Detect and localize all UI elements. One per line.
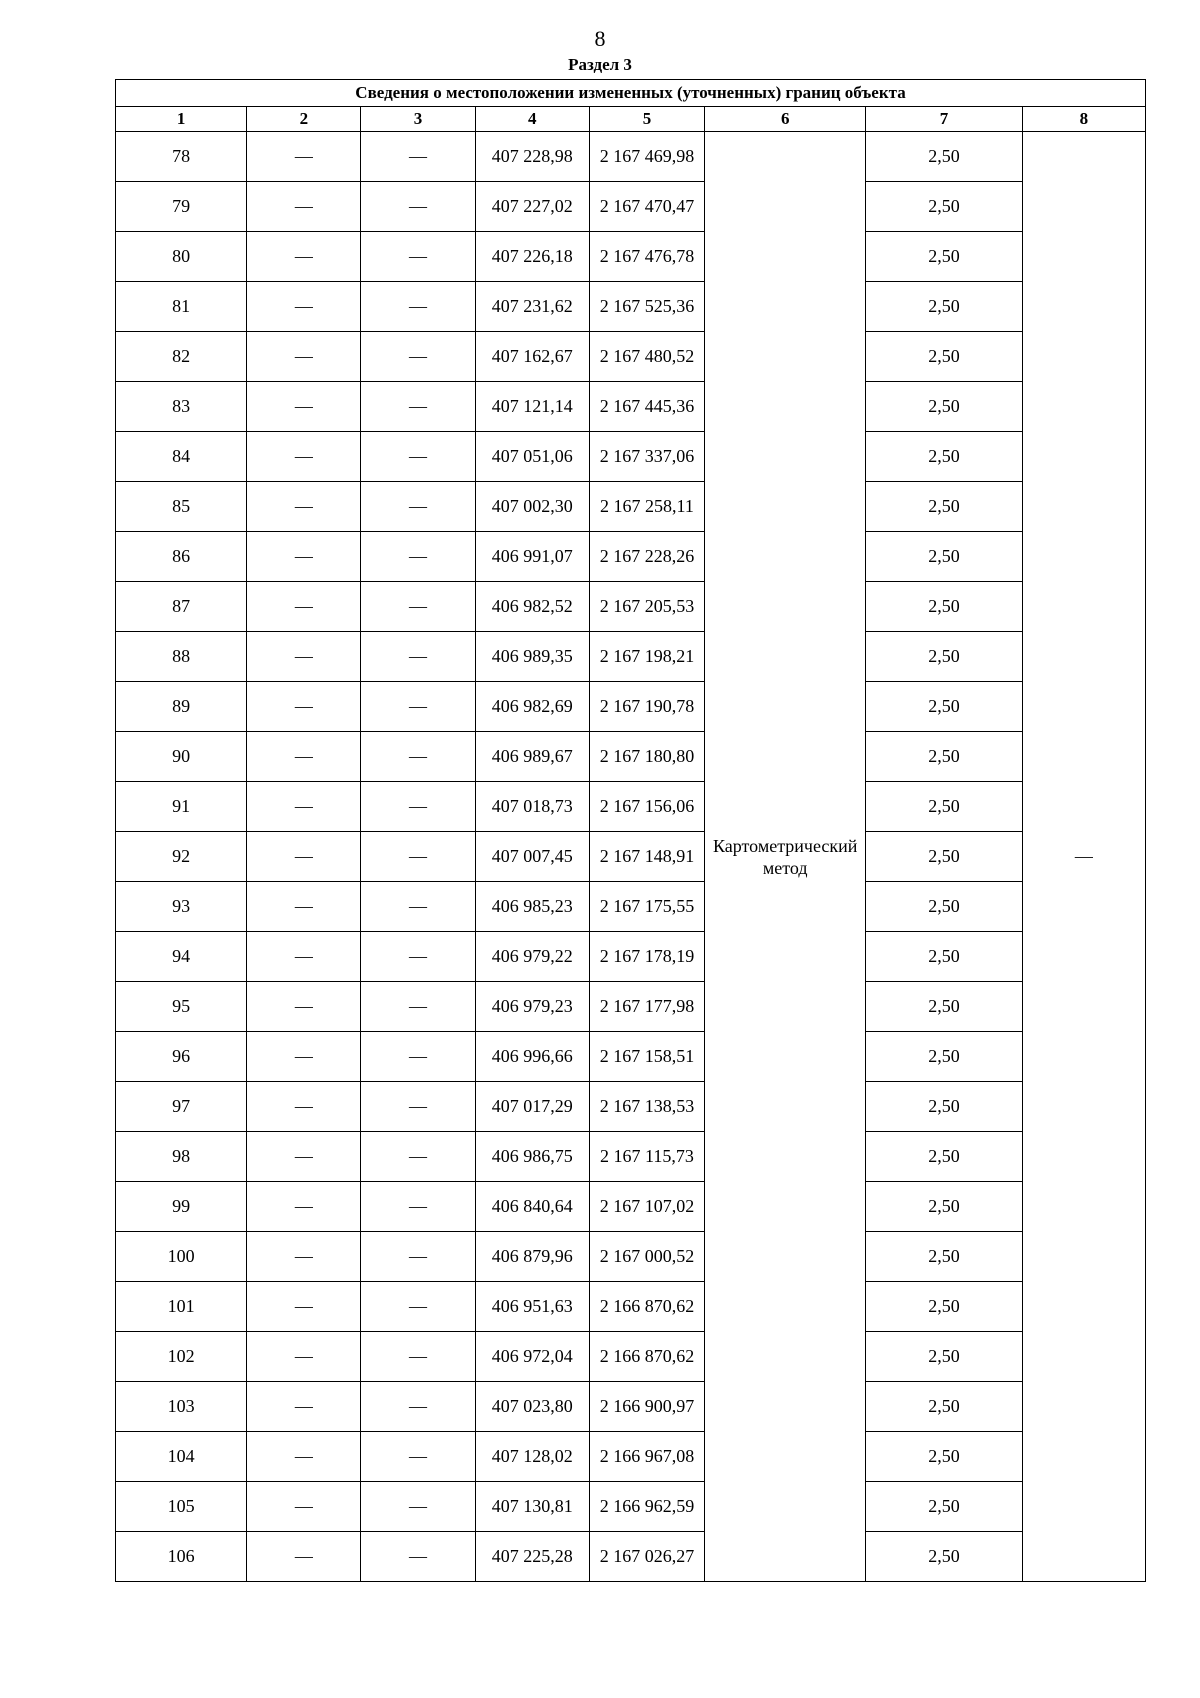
precision-value: 2,50 [866, 382, 1022, 432]
precision-value: 2,50 [866, 982, 1022, 1032]
col3-dash: — [361, 532, 475, 582]
point-number: 89 [116, 682, 247, 732]
coordinate-x: 407 228,98 [475, 132, 589, 182]
col3-dash: — [361, 1082, 475, 1132]
precision-value: 2,50 [866, 432, 1022, 482]
col2-dash: — [247, 232, 361, 282]
point-number: 105 [116, 1482, 247, 1532]
coordinate-y: 2 167 177,98 [589, 982, 704, 1032]
coordinate-y: 2 167 480,52 [589, 332, 704, 382]
point-number: 86 [116, 532, 247, 582]
column-number-4: 4 [475, 107, 589, 132]
table-row [116, 332, 1146, 382]
coordinate-x: 406 991,07 [475, 532, 589, 582]
col3-dash: — [361, 882, 475, 932]
coordinate-x: 407 018,73 [475, 782, 589, 832]
precision-value: 2,50 [866, 882, 1022, 932]
col2-dash: — [247, 332, 361, 382]
col3-dash: — [361, 1532, 475, 1582]
point-number: 84 [116, 432, 247, 482]
table-row [116, 1132, 1146, 1182]
col2-dash: — [247, 1232, 361, 1282]
precision-value: 2,50 [866, 182, 1022, 232]
column-number-8: 8 [1022, 107, 1145, 132]
column-number-5: 5 [589, 107, 704, 132]
coordinate-y: 2 167 445,36 [589, 382, 704, 432]
point-number: 93 [116, 882, 247, 932]
coordinate-y: 2 167 469,98 [589, 132, 704, 182]
coordinate-y: 2 167 158,51 [589, 1032, 704, 1082]
coordinate-y: 2 167 258,11 [589, 482, 704, 532]
precision-value: 2,50 [866, 1532, 1022, 1582]
col2-dash: — [247, 282, 361, 332]
precision-value: 2,50 [866, 1032, 1022, 1082]
coordinate-y: 2 167 205,53 [589, 582, 704, 632]
coordinate-y: 2 167 138,53 [589, 1082, 704, 1132]
point-number: 103 [116, 1382, 247, 1432]
col2-dash: — [247, 432, 361, 482]
section-title: Раздел 3 [568, 55, 632, 74]
coordinate-y: 2 167 470,47 [589, 182, 704, 232]
col3-dash: — [361, 632, 475, 682]
precision-value: 2,50 [866, 132, 1022, 182]
table-row [116, 932, 1146, 982]
coordinate-y: 2 167 228,26 [589, 532, 704, 582]
col2-dash: — [247, 132, 361, 182]
col2-dash: — [247, 1032, 361, 1082]
point-number: 78 [116, 132, 247, 182]
coordinate-x: 407 017,29 [475, 1082, 589, 1132]
precision-value: 2,50 [866, 1332, 1022, 1382]
coordinate-x: 406 982,52 [475, 582, 589, 632]
point-number: 99 [116, 1182, 247, 1232]
precision-value: 2,50 [866, 1382, 1022, 1432]
table-row [116, 1032, 1146, 1082]
point-number: 87 [116, 582, 247, 632]
coordinate-y: 2 166 967,08 [589, 1432, 704, 1482]
point-number: 95 [116, 982, 247, 1032]
table-row [116, 982, 1146, 1032]
coordinate-y: 2 167 115,73 [589, 1132, 704, 1182]
col2-dash: — [247, 1432, 361, 1482]
col2-dash: — [247, 732, 361, 782]
column-number-3: 3 [361, 107, 475, 132]
coordinate-x: 406 840,64 [475, 1182, 589, 1232]
col2-dash: — [247, 1382, 361, 1432]
col8-value: — [1022, 132, 1145, 1582]
point-number: 85 [116, 482, 247, 532]
point-number: 101 [116, 1282, 247, 1332]
col3-dash: — [361, 582, 475, 632]
coordinate-y: 2 167 026,27 [589, 1532, 704, 1582]
col2-dash: — [247, 682, 361, 732]
point-number: 88 [116, 632, 247, 682]
table-row [116, 282, 1146, 332]
coordinate-y: 2 166 870,62 [589, 1282, 704, 1332]
col2-dash: — [247, 1282, 361, 1332]
coordinate-y: 2 167 178,19 [589, 932, 704, 982]
coordinate-x: 407 227,02 [475, 182, 589, 232]
table-row [116, 782, 1146, 832]
col3-dash: — [361, 1032, 475, 1082]
coordinate-x: 406 986,75 [475, 1132, 589, 1182]
precision-value: 2,50 [866, 932, 1022, 982]
precision-value: 2,50 [866, 482, 1022, 532]
point-number: 82 [116, 332, 247, 382]
coordinate-x: 406 982,69 [475, 682, 589, 732]
table-row [116, 182, 1146, 232]
table-row [116, 482, 1146, 532]
precision-value: 2,50 [866, 282, 1022, 332]
coordinate-x: 406 989,35 [475, 632, 589, 682]
col3-dash: — [361, 1132, 475, 1182]
coordinate-x: 407 162,67 [475, 332, 589, 382]
table-row [116, 532, 1146, 582]
col3-dash: — [361, 732, 475, 782]
coordinate-y: 2 167 337,06 [589, 432, 704, 482]
col2-dash: — [247, 382, 361, 432]
table-row [116, 1532, 1146, 1582]
column-number-2: 2 [247, 107, 361, 132]
table-row [116, 582, 1146, 632]
coordinate-x: 407 121,14 [475, 382, 589, 432]
coordinate-y: 2 167 180,80 [589, 732, 704, 782]
coordinate-x: 406 972,04 [475, 1332, 589, 1382]
table-row [116, 682, 1146, 732]
precision-value: 2,50 [866, 232, 1022, 282]
precision-value: 2,50 [866, 832, 1022, 882]
col3-dash: — [361, 982, 475, 1032]
coordinate-y: 2 167 000,52 [589, 1232, 704, 1282]
precision-value: 2,50 [866, 1182, 1022, 1232]
method-cell: Картометрический метод [705, 132, 866, 1582]
col2-dash: — [247, 1332, 361, 1382]
col3-dash: — [361, 832, 475, 882]
table-row [116, 1182, 1146, 1232]
coordinate-y: 2 167 190,78 [589, 682, 704, 732]
coordinate-x: 407 226,18 [475, 232, 589, 282]
column-number-1: 1 [116, 107, 247, 132]
coordinate-y: 2 167 525,36 [589, 282, 704, 332]
col2-dash: — [247, 832, 361, 882]
table-row [116, 1082, 1146, 1132]
precision-value: 2,50 [866, 1432, 1022, 1482]
coordinate-y: 2 166 870,62 [589, 1332, 704, 1382]
point-number: 102 [116, 1332, 247, 1382]
table-row [116, 132, 1146, 182]
col3-dash: — [361, 1432, 475, 1482]
table-row [116, 382, 1146, 432]
point-number: 96 [116, 1032, 247, 1082]
col2-dash: — [247, 1482, 361, 1532]
coordinate-x: 407 225,28 [475, 1532, 589, 1582]
table-row [116, 1432, 1146, 1482]
col3-dash: — [361, 282, 475, 332]
col3-dash: — [361, 1482, 475, 1532]
precision-value: 2,50 [866, 532, 1022, 582]
precision-value: 2,50 [866, 1132, 1022, 1182]
coordinate-y: 2 167 156,06 [589, 782, 704, 832]
coordinate-y: 2 167 148,91 [589, 832, 704, 882]
col3-dash: — [361, 482, 475, 532]
coordinate-y: 2 166 900,97 [589, 1382, 704, 1432]
col2-dash: — [247, 1082, 361, 1132]
col2-dash: — [247, 532, 361, 582]
column-number-7: 7 [866, 107, 1022, 132]
precision-value: 2,50 [866, 1282, 1022, 1332]
col2-dash: — [247, 932, 361, 982]
coordinate-x: 407 023,80 [475, 1382, 589, 1432]
col2-dash: — [247, 1182, 361, 1232]
table-row [116, 1482, 1146, 1532]
col3-dash: — [361, 782, 475, 832]
table-row [116, 832, 1146, 882]
col2-dash: — [247, 482, 361, 532]
precision-value: 2,50 [866, 1482, 1022, 1532]
point-number: 90 [116, 732, 247, 782]
table-body [116, 132, 1146, 1582]
precision-value: 2,50 [866, 732, 1022, 782]
point-number: 97 [116, 1082, 247, 1132]
coordinate-x: 406 989,67 [475, 732, 589, 782]
coordinate-x: 407 128,02 [475, 1432, 589, 1482]
col3-dash: — [361, 382, 475, 432]
coordinate-y: 2 166 962,59 [589, 1482, 704, 1532]
precision-value: 2,50 [866, 1082, 1022, 1132]
point-number: 80 [116, 232, 247, 282]
col3-dash: — [361, 332, 475, 382]
table-row [116, 432, 1146, 482]
precision-value: 2,50 [866, 582, 1022, 632]
point-number: 79 [116, 182, 247, 232]
coordinate-x: 406 951,63 [475, 1282, 589, 1332]
point-number: 92 [116, 832, 247, 882]
col3-dash: — [361, 682, 475, 732]
coordinate-y: 2 167 198,21 [589, 632, 704, 682]
col3-dash: — [361, 1232, 475, 1282]
table-row [116, 882, 1146, 932]
coordinate-x: 406 979,22 [475, 932, 589, 982]
col2-dash: — [247, 582, 361, 632]
table-row [116, 632, 1146, 682]
coordinate-x: 406 985,23 [475, 882, 589, 932]
coordinate-x: 407 130,81 [475, 1482, 589, 1532]
table-row [116, 1332, 1146, 1382]
coordinate-x: 406 996,66 [475, 1032, 589, 1082]
column-number-6: 6 [705, 107, 866, 132]
table-row [116, 1382, 1146, 1432]
point-number: 83 [116, 382, 247, 432]
col3-dash: — [361, 432, 475, 482]
table-row [116, 232, 1146, 282]
table-row [116, 732, 1146, 782]
coordinate-y: 2 167 107,02 [589, 1182, 704, 1232]
point-number: 94 [116, 932, 247, 982]
col2-dash: — [247, 782, 361, 832]
coordinate-x: 407 002,30 [475, 482, 589, 532]
coordinate-x: 406 879,96 [475, 1232, 589, 1282]
table-row [116, 1282, 1146, 1332]
coordinate-x: 406 979,23 [475, 982, 589, 1032]
point-number: 100 [116, 1232, 247, 1282]
col3-dash: — [361, 932, 475, 982]
col3-dash: — [361, 1382, 475, 1432]
col3-dash: — [361, 1182, 475, 1232]
col2-dash: — [247, 882, 361, 932]
col2-dash: — [247, 1132, 361, 1182]
precision-value: 2,50 [866, 782, 1022, 832]
precision-value: 2,50 [866, 332, 1022, 382]
col3-dash: — [361, 1282, 475, 1332]
precision-value: 2,50 [866, 682, 1022, 732]
coordinate-y: 2 167 476,78 [589, 232, 704, 282]
coordinate-x: 407 051,06 [475, 432, 589, 482]
table-caption: Сведения о местоположении измененных (уточненных) границ объекта [116, 80, 1146, 107]
col3-dash: — [361, 182, 475, 232]
col2-dash: — [247, 982, 361, 1032]
precision-value: 2,50 [866, 1232, 1022, 1282]
coordinate-x: 407 007,45 [475, 832, 589, 882]
boundary-coordinates-table [115, 79, 1146, 1582]
col3-dash: — [361, 232, 475, 282]
coordinate-x: 407 231,62 [475, 282, 589, 332]
precision-value: 2,50 [866, 632, 1022, 682]
col2-dash: — [247, 632, 361, 682]
col3-dash: — [361, 132, 475, 182]
point-number: 91 [116, 782, 247, 832]
point-number: 98 [116, 1132, 247, 1182]
page-number: 8 [594, 26, 606, 51]
col3-dash: — [361, 1332, 475, 1382]
coordinate-y: 2 167 175,55 [589, 882, 704, 932]
point-number: 104 [116, 1432, 247, 1482]
point-number: 81 [116, 282, 247, 332]
table-row [116, 1232, 1146, 1282]
col2-dash: — [247, 1532, 361, 1582]
point-number: 106 [116, 1532, 247, 1582]
col2-dash: — [247, 182, 361, 232]
